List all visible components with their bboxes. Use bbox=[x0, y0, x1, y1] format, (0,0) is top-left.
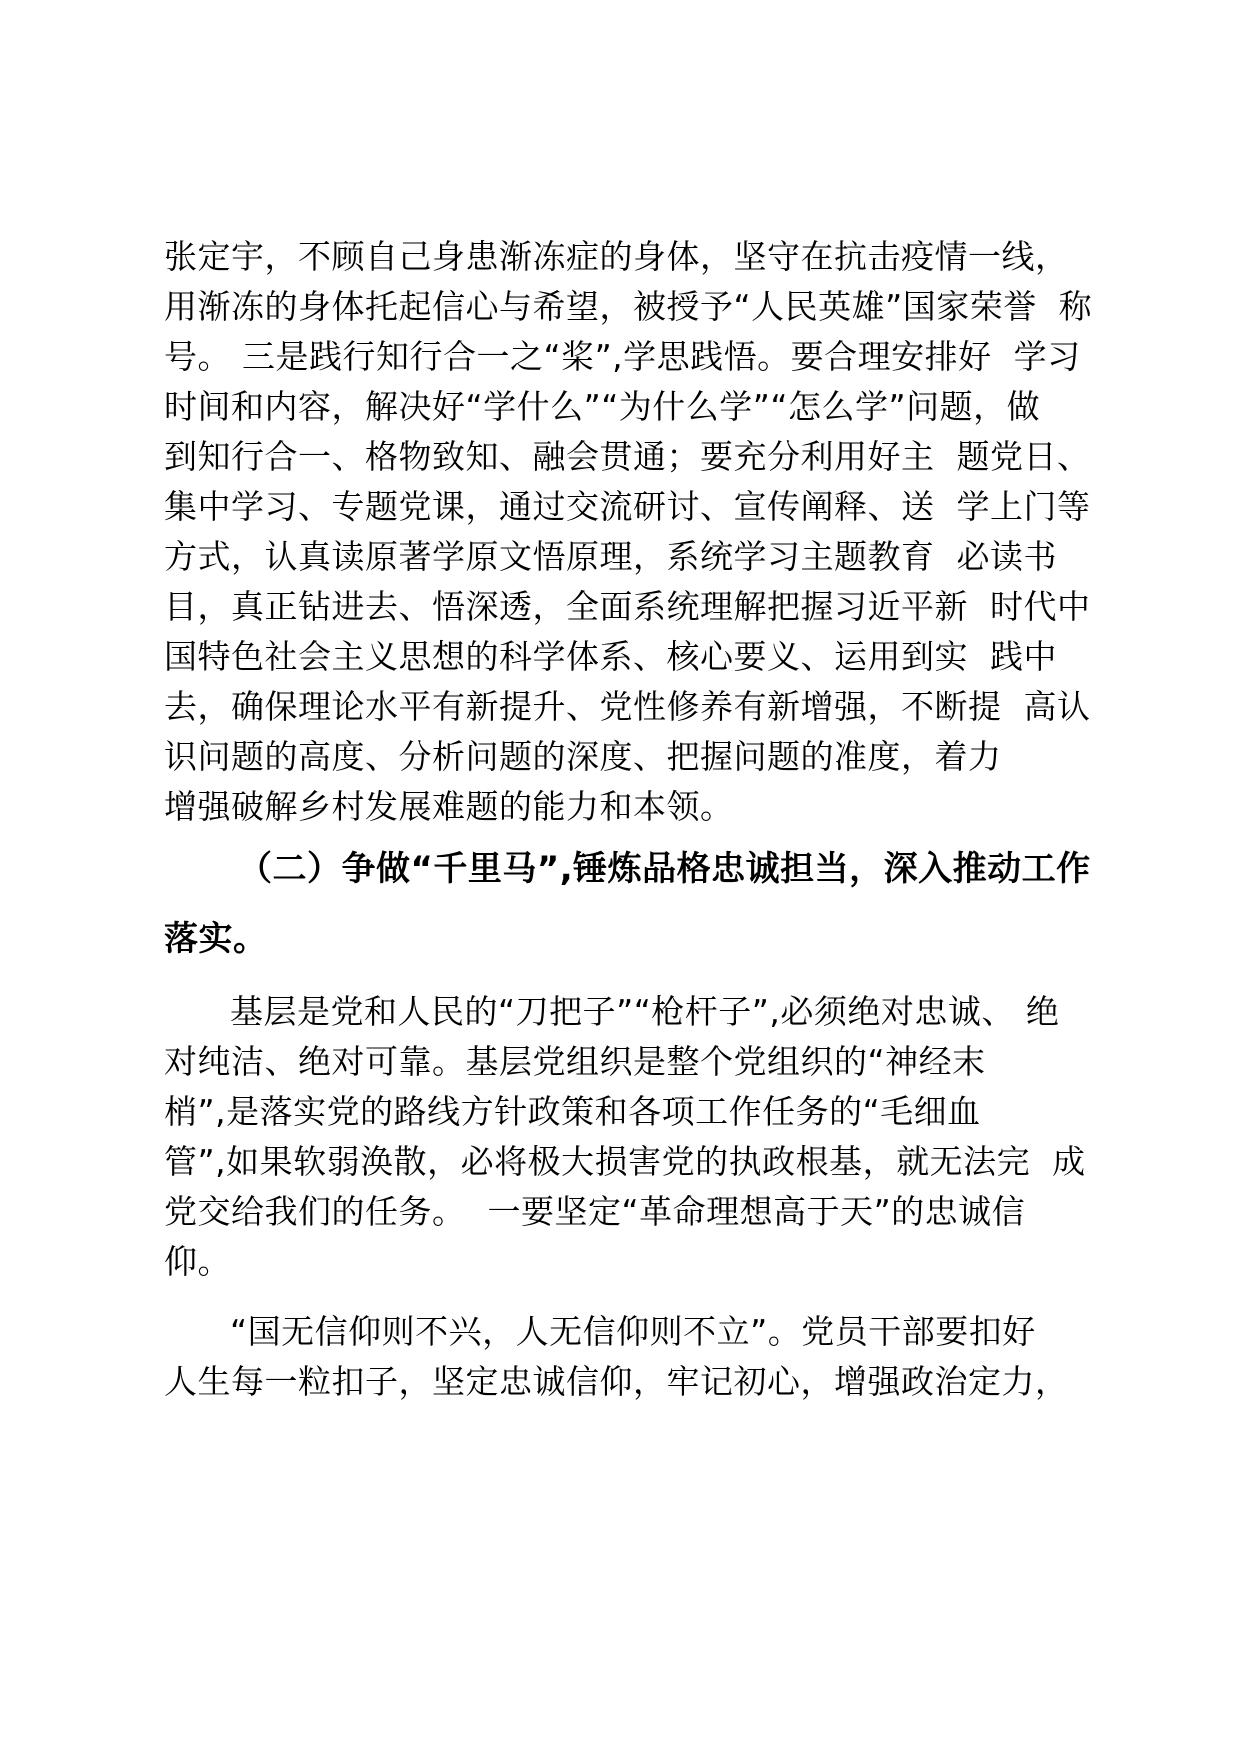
section-heading-line-2: 落实。 bbox=[164, 919, 268, 959]
paragraph-1-line-2: 用渐冻的身体托起信心与希望，被授予“人民英雄”国家荣誉 称 bbox=[164, 287, 1093, 326]
paragraph-1-line-9: 国特色社会主义思想的科学体系、核心要义、运用到实 践中 bbox=[164, 637, 1057, 676]
paragraph-1-line-5: 到知行合一、格物致知、融会贯通；要充分利用好主 题党日、 bbox=[164, 437, 1091, 476]
paragraph-1-line-8: 目，真正钻进去、悟深透，全面系统理解把握习近平新 时代中 bbox=[164, 587, 1091, 626]
paragraph-2-line-3: 梢”,是落实党的路线方针政策和各项工作任务的“毛细血 bbox=[164, 1092, 981, 1131]
paragraph-1-line-6: 集中学习、专题党课，通过交流研讨、宣传阐释、送 学上门等 bbox=[164, 487, 1091, 526]
paragraph-2-line-4: 管”,如果软弱涣散，必将极大损害党的执政根基，就无法完 成 bbox=[164, 1142, 1086, 1181]
paragraph-1-line-1: 张定宇，不顾自己身患渐冻症的身体，坚守在抗击疫情一线， bbox=[164, 237, 1069, 276]
paragraph-2-line-1: 基层是党和人民的“刀把子”“枪杆子”,必须绝对忠诚、 绝 bbox=[230, 992, 1060, 1031]
paragraph-3-line-1: “国无信仰则不兴，人无信仰则不立”。党员干部要扣好 bbox=[230, 1312, 1036, 1351]
paragraph-1-line-11: 识问题的高度、分析问题的深度、把握问题的准度，着力 bbox=[164, 737, 1002, 776]
paragraph-2-line-2: 对纯洁、绝对可靠。基层党组织是整个党组织的“神经末 bbox=[164, 1042, 986, 1081]
paragraph-3-line-2: 人生每一粒扣子，坚定忠诚信仰，牢记初心，增强政治定力， bbox=[164, 1362, 1069, 1401]
paragraph-1-line-3: 号。 三是践行知行合一之“桨”,学思践悟。要合理安排好 学习 bbox=[164, 337, 1081, 376]
section-heading-line-1: （二）争做“千里马”,锤炼品格忠诚担当，深入推动工作 bbox=[238, 849, 1091, 889]
paragraph-1-line-4: 时间和内容，解决好“学什么”“为什么学”“怎么学”问题，做 bbox=[164, 387, 1041, 426]
paragraph-2-line-6: 仰。 bbox=[164, 1242, 231, 1281]
paragraph-2-line-5: 党交给我们的任务。 一要坚定“革命理想高于天”的忠诚信 bbox=[164, 1192, 1026, 1231]
paragraph-1-line-7: 方式，认真读原著学原文悟原理，系统学习主题教育 必读书 bbox=[164, 537, 1057, 576]
paragraph-1-line-10: 去，确保理论水平有新提升、党性修养有新增强，不断提 高认 bbox=[164, 687, 1091, 726]
paragraph-1-line-12: 增强破解乡村发展难题的能力和本领。 bbox=[164, 787, 734, 826]
